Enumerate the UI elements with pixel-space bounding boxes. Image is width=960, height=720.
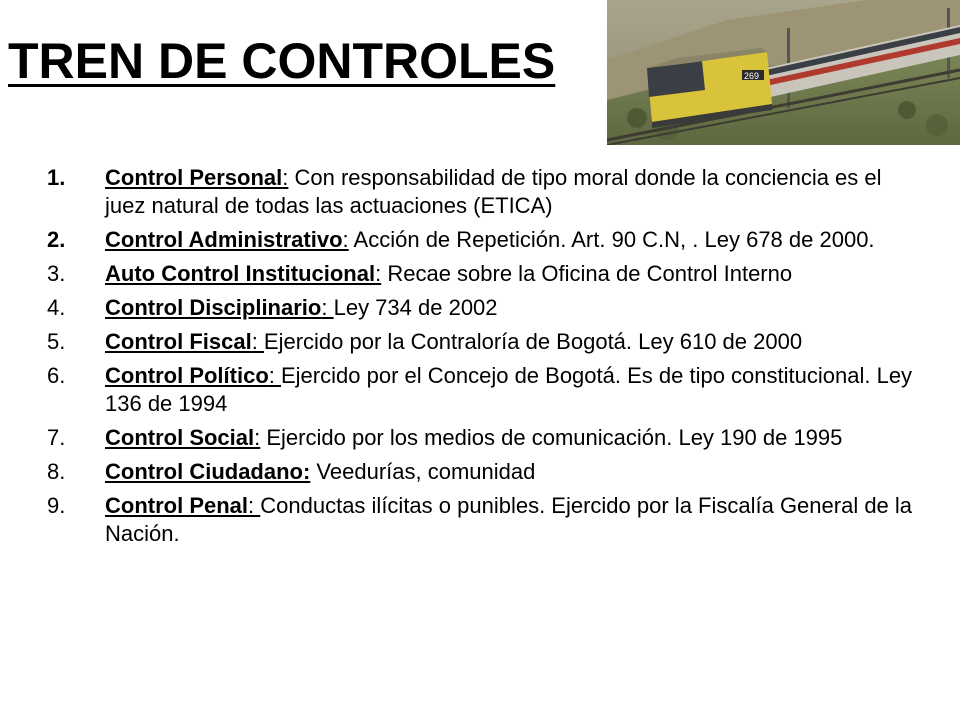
svg-text:269: 269 xyxy=(744,71,760,81)
item-heading: Control Personal xyxy=(105,165,283,190)
item-text: Recae sobre la Oficina de Control Interno xyxy=(381,261,793,286)
slide-title: TREN DE CONTROLES xyxy=(8,33,556,89)
item-text: Ley 734 de 2002 xyxy=(333,295,498,320)
item-number: 2. xyxy=(47,227,66,252)
list-item: 7. Control Social: Ejercido por los medios de comunicación. Ley 190 de 1995 xyxy=(47,425,843,450)
item-number: 5. xyxy=(47,329,66,354)
controls-list xyxy=(47,164,927,554)
item-number: 4. xyxy=(47,295,66,320)
item-text: Acción de Repetición. Art. 90 C.N, . Ley 678 de 2000. xyxy=(348,227,875,252)
item-number: 7. xyxy=(47,425,66,450)
item-number: 8. xyxy=(47,459,66,484)
item-number: 6. xyxy=(47,363,66,388)
item-text: Veedurías, comunidad xyxy=(310,459,536,484)
list-item: 1. Control Personal: Con responsabilidad de tipo moral donde la conciencia es el juez natural de todas las actuaciones (ETICA) xyxy=(47,165,882,218)
item-text: Ejercido por la Contraloría de Bogotá. Ley 610 de 2000 xyxy=(263,329,803,354)
item-text: Conductas ilícitas o punibles. Ejercido por la Fiscalía General de la Nación. xyxy=(105,493,913,546)
item-heading: Control Ciudadano: xyxy=(105,459,311,484)
item-heading: Control Penal xyxy=(105,493,249,518)
item-heading: Control Fiscal xyxy=(105,329,252,354)
list-item: 4. Control Disciplinario: Ley 734 de 2002 xyxy=(47,295,498,320)
item-heading: Auto Control Institucional xyxy=(105,261,376,286)
list-item: 6. Control Político: Ejercido por el Concejo de Bogotá. Es de tipo constitucional. Ley 136 de 1994 xyxy=(47,363,913,416)
item-text: Ejercido por los medios de comunicación. Ley 190 de 1995 xyxy=(260,425,843,450)
item-heading: Control Social xyxy=(105,425,255,450)
list-item: 3. Auto Control Institucional: Recae sobre la Oficina de Control Interno xyxy=(47,261,793,286)
train-photo xyxy=(607,0,960,145)
item-text: Ejercido por el Concejo de Bogotá. Es de tipo constitucional. Ley 136 de 1994 xyxy=(105,363,913,416)
item-number: 9. xyxy=(47,493,66,518)
item-heading: Control Disciplinario xyxy=(105,295,322,320)
list-item xyxy=(47,458,927,486)
item-heading: Control Administrativo xyxy=(105,227,343,252)
list-item: 2. Control Administrativo: Acción de Repetición. Art. 90 C.N, . Ley 678 de 2000. xyxy=(47,227,875,252)
item-heading: Control Político xyxy=(105,363,269,388)
item-number: 1. xyxy=(47,165,66,190)
list-item: 9. Control Penal: Conductas ilícitas o punibles. Ejercido por la Fiscalía General de la Nación. xyxy=(47,493,913,546)
item-number: 3. xyxy=(47,261,66,286)
list-item: 5. Control Fiscal: Ejercido por la Contraloría de Bogotá. Ley 610 de 2000 xyxy=(47,329,803,354)
item-text: Con responsabilidad de tipo moral donde la conciencia es el juez natural de todas las actuaciones (ETICA) xyxy=(105,165,882,218)
